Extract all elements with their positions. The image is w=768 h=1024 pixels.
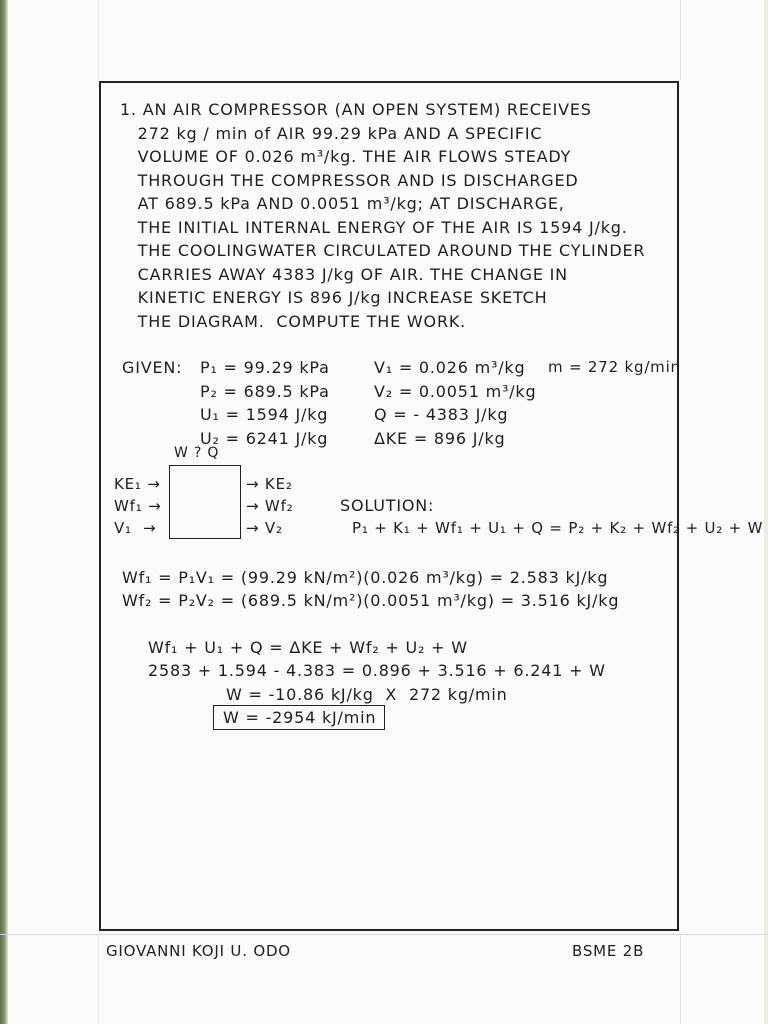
system-diagram-box <box>169 465 241 539</box>
student-section: BSME 2B <box>572 942 645 960</box>
student-name: GIOVANNI KOJI U. ODO <box>106 942 291 960</box>
paper-edge-right <box>764 0 768 1024</box>
energy-balance-line-1: Wf₁ + U₁ + Q = ΔKE + Wf₂ + U₂ + W <box>148 638 468 657</box>
paper-edge-left <box>0 0 8 1024</box>
given-values-right: V₁ = 0.026 m³/kg V₂ = 0.0051 m³/kg Q = - 4383 J/kg ΔKE = 896 J/kg <box>374 358 537 448</box>
margin-guide <box>98 0 99 80</box>
energy-equation: P₁ + K₁ + Wf₁ + U₁ + Q = P₂ + K₂ + Wf₂ + U₂ + W <box>352 519 764 537</box>
final-answer: W = -2954 kJ/min <box>223 708 377 727</box>
margin-guide <box>98 934 99 1024</box>
footer-divider <box>0 934 768 935</box>
margin-guide <box>680 0 681 80</box>
given-values-left: P₁ = 99.29 kPa P₂ = 689.5 kPa U₁ = 1594 J/kg U₂ = 6241 J/kg <box>200 358 330 448</box>
diagram-inputs: KE₁ → Wf₁ → V₁ → <box>114 475 162 537</box>
problem-statement: 1. AN AIR COMPRESSOR (AN OPEN SYSTEM) RECEIVES 272 kg / min of AIR 99.29 kPa AND A SPECIFIC VOLUME OF 0.026 m³/kg. THE AIR FLOWS STEADY THROUGH THE COMPRESSOR AND IS DISCHARGED AT 689.5 kPa AND 0.0051 m³/kg; AT DISCHARGE, THE INITIAL INTERNAL ENERGY OF THE AIR IS 1594 J/kg. THE COOLINGWATER CIRCULATED AROUND THE CYLINDER CARRIES AWAY 4383 J/kg OF AIR. THE CHANGE IN KINETIC ENERGY IS 896 J/kg INCREASE SKETCH THE DIAGRAM. COMPUTE THE WORK. <box>120 100 646 331</box>
flow-work-1: Wf₁ = P₁V₁ = (99.29 kN/m²)(0.026 m³/kg) = 2.583 kJ/kg <box>122 568 609 587</box>
energy-balance-line-2: 2583 + 1.594 - 4.383 = 0.896 + 3.516 + 6.241 + W <box>148 661 606 680</box>
diagram-top-label: W ? Q <box>174 445 220 461</box>
solution-label: SOLUTION: <box>340 496 435 515</box>
diagram-outputs: → KE₂ → Wf₂ → V₂ <box>246 475 294 537</box>
given-label: GIVEN: <box>122 358 183 377</box>
work-per-kg-line: W = -10.86 kJ/kg X 272 kg/min <box>226 685 508 704</box>
flow-work-2: Wf₂ = P₂V₂ = (689.5 kN/m²)(0.0051 m³/kg) = 3.516 kJ/kg <box>122 591 620 610</box>
margin-guide <box>680 934 681 1024</box>
given-mass-flow: m = 272 kg/min <box>548 358 681 376</box>
